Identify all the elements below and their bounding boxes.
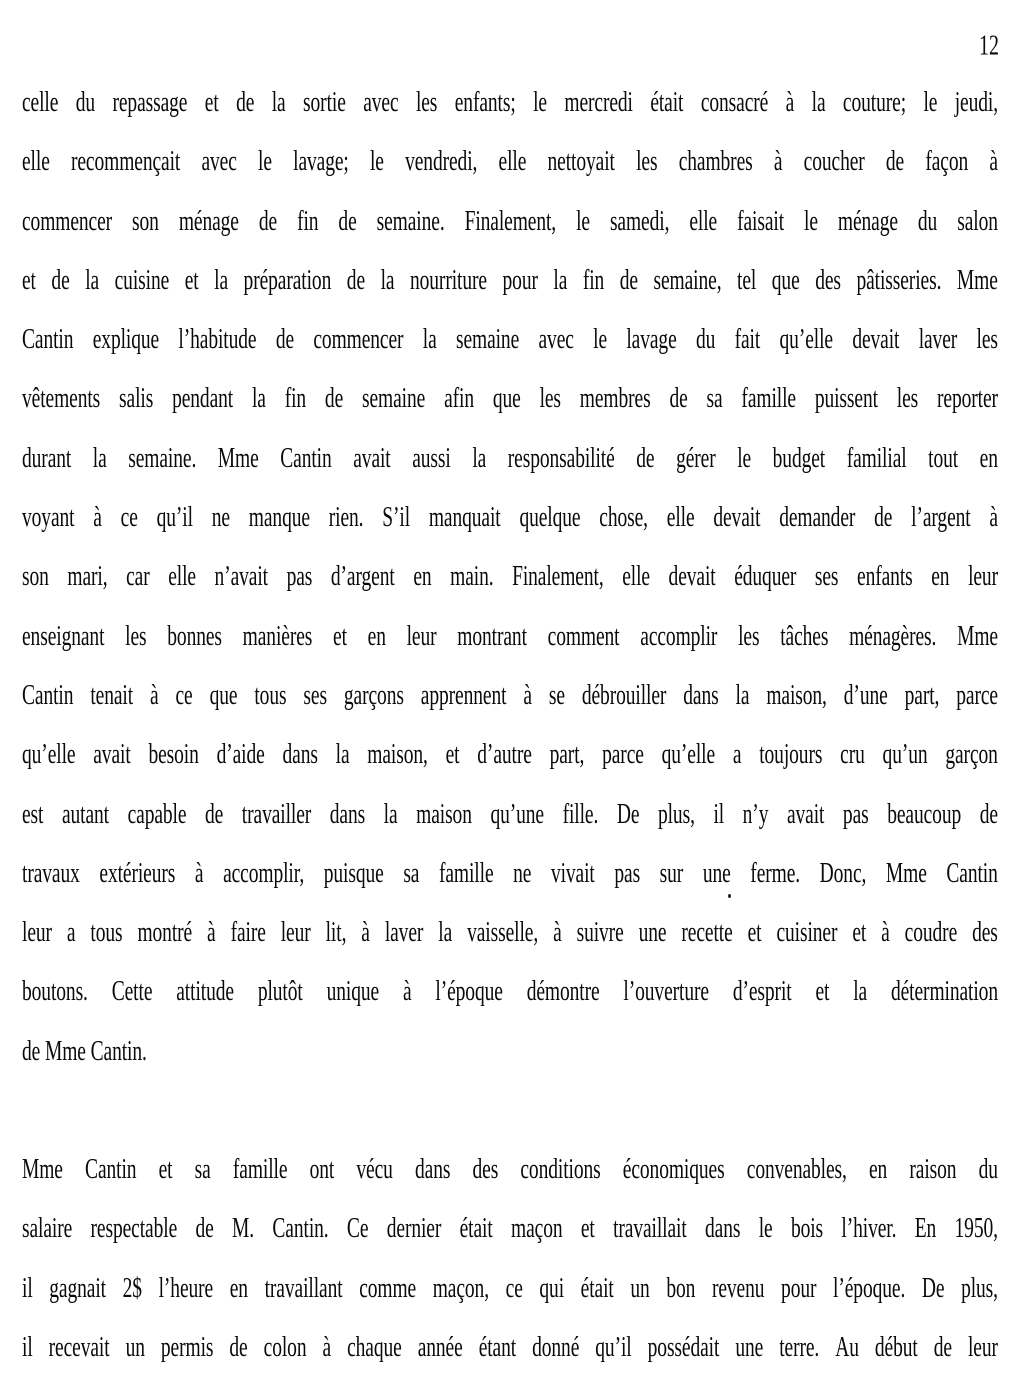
text-line-content: Cantin explique l’habitude de commencer la semaine avec le lavage du fait qu’elle devait laver les (22, 324, 998, 356)
text-line (22, 1272, 998, 1331)
text-line-content: voyant à ce qu’il ne manque rien. S’il manquait quelque chose, elle devait demander de l’argent à (22, 502, 998, 534)
text-line (22, 738, 998, 797)
text-line-content: celle du repassage et de la sortie avec les enfants; le mercredi était consacré à la couture; le jeudi, (22, 87, 998, 119)
text-line-content: il recevait un permis de colon à chaque année étant donné qu’il possédait une terre. Au début de leur (22, 1332, 998, 1364)
text-line (22, 1212, 998, 1271)
text-line (22, 264, 998, 323)
text-line-content: durant la semaine. Mme Cantin avait aussi la responsabilité de gérer le budget familial tout en (22, 443, 998, 475)
text-line (22, 679, 998, 738)
text-line-content: de Mme Cantin. (22, 1036, 147, 1068)
text-line-content: est autant capable de travailler dans la maison qu’une fille. De plus, il n’y avait pas beaucoup de (22, 799, 998, 831)
scan-artifact-dot (728, 894, 731, 898)
text-line (22, 501, 998, 560)
text-line (22, 1035, 998, 1094)
text-line (22, 205, 998, 264)
text-line-content: commencer son ménage de fin de semaine. Finalement, le samedi, elle faisait le ménage du salon (22, 206, 998, 238)
text-line (22, 442, 998, 501)
text-line-content: elle recommençait avec le lavage; le vendredi, elle nettoyait les chambres à coucher de façon à (22, 146, 998, 178)
text-line-content: qu’elle avait besoin d’aide dans la maison, et d’autre part, parce qu’elle a toujours cru qu’un garçon (22, 739, 998, 771)
text-line (22, 560, 998, 619)
text-line (22, 323, 998, 382)
text-line (22, 1331, 998, 1390)
paragraph (22, 1153, 998, 1390)
text-line-content: leur a tous montré à faire leur lit, à laver la vaisselle, à suivre une recette et cuisiner et à coudre des (22, 917, 998, 949)
text-line (22, 857, 998, 916)
text-line-content: boutons. Cette attitude plutôt unique à l’époque démontre l’ouverture d’esprit et la détermination (22, 976, 998, 1009)
text-line-content: travaux extérieurs à accomplir, puisque sa famille ne vivait pas sur une ferme. Donc, Mme Cantin (22, 858, 998, 890)
text-line-content: Mme Cantin et sa famille ont vécu dans des conditions économiques convenables, en raison du (22, 1154, 998, 1186)
text-line-content: enseignant les bonnes manières et en leur montrant comment accomplir les tâches ménagères. Mme (22, 621, 998, 653)
text-line (22, 1153, 998, 1212)
page-number: 12 (979, 30, 999, 62)
text-line (22, 975, 998, 1034)
text-line-content: et de la cuisine et la préparation de la nourriture pour la fin de semaine, tel que des pâtisseries. Mme (22, 265, 998, 297)
text-line (22, 145, 998, 204)
text-line (22, 916, 998, 975)
text-line (22, 86, 998, 145)
text-line-content: son mari, car elle n’avait pas d’argent en main. Finalement, elle devait éduquer ses enfants en leur (22, 561, 998, 593)
text-line-content: vêtements salis pendant la fin de semaine afin que les membres de sa famille puissent les reporter (22, 383, 998, 416)
page-body (22, 86, 998, 1390)
text-line-content: il gagnait 2$ l’heure en travaillant comme maçon, ce qui était un bon revenu pour l’époque. De plus, (22, 1273, 998, 1305)
text-line (22, 798, 998, 857)
text-line (22, 620, 998, 679)
text-line-content: Cantin tenait à ce que tous ses garçons apprennent à se débrouiller dans la maison, d’une part, parce (22, 680, 998, 712)
paragraph (22, 86, 998, 1094)
text-line (22, 382, 998, 441)
text-line-content: salaire respectable de M. Cantin. Ce dernier était maçon et travaillait dans le bois l’hiver. En 1950, (22, 1213, 998, 1245)
